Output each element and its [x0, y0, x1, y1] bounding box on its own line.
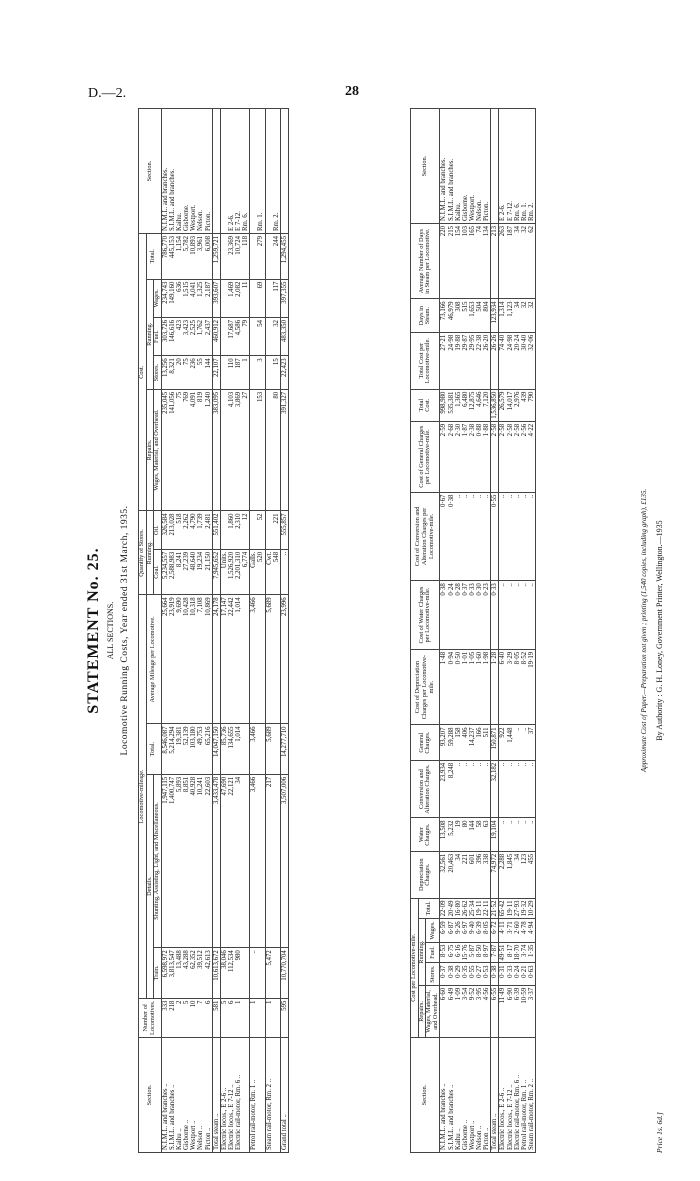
cell-section: Total steam .. — [212, 1038, 220, 1153]
cell-water: 13,508 5,232 19 80 144 58 63 — [440, 818, 491, 851]
approx-cost-note: Approximate Cost of Paper.—Preparation not given ; printing (1,540 copies, including graph), £135. — [640, 488, 648, 773]
col-stores: Stores. — [154, 356, 162, 390]
cell-shunting: 1,947,115 1,400,747 5,893 8,851 40,928 10,241 22,603 — [161, 774, 212, 947]
col-avg: Average Mileage per Locomotive. — [146, 595, 161, 724]
cell-total-cost: 1,536,850 — [491, 389, 499, 421]
col-coal: Coal. — [154, 549, 162, 595]
page-header — [0, 0, 700, 120]
cell-section-r: E 2-6. E 7-12. Rm. 6. — [220, 109, 250, 234]
cell-conversion: 32,182 — [491, 760, 499, 818]
cell-total: 22·09 20·49 16·80 26·62 25·34 19·11 22·11 — [440, 898, 491, 919]
cell-number: 581 — [212, 998, 220, 1037]
cell-number: 1 — [265, 998, 280, 1037]
cell-coal: 7,945,652 — [212, 549, 220, 595]
cell-total-cpm: 26·26 — [491, 332, 499, 389]
col-section: Section. — [139, 1038, 162, 1153]
colb-avg-days: Average Number of Days in Steam per Locomotive. — [411, 224, 440, 299]
cell-coal: 5,234,557 2,588,983 8,241 27,239 48,640 19,234 21,150 — [161, 549, 212, 595]
cell-wages: 69 — [250, 279, 265, 317]
cell-cost-total: 1,294,455 — [280, 234, 288, 280]
cell-wages-mat: 383,095 — [212, 389, 220, 511]
cell-depr: 74,972 — [491, 851, 499, 898]
cell-wages: 4·11 3·71 2·60 4·78 4·94 — [499, 919, 536, 942]
cell-avg: 24,178 — [212, 595, 220, 724]
cell-total: 3,466 — [250, 724, 265, 774]
cell-coal: Cwt. 548 — [265, 549, 280, 595]
cell-days: 1,314 1,123 34 32 32 — [499, 299, 536, 332]
cell-number: 5 6 1 — [220, 998, 250, 1037]
cell-section: Grand total .. — [280, 1038, 288, 1153]
cell-section-r: E 2-6. E 7-12. Rm. 6. Rm. 1. Rm. 2. — [499, 109, 536, 224]
cell-cost-total: 23,369 10,724 118 — [220, 234, 250, 280]
cell-wages-mat: 6·60 6·49 1·09 3·54 9·52 3·95 4·56 — [440, 985, 491, 1037]
cell-stores: 0·38 — [491, 963, 499, 985]
cell-cost-general: 2·58 2·58 2·58 2·56 4·22 — [499, 421, 536, 492]
cell-oil: 551,402 — [212, 511, 220, 549]
colb-cpm: Cost per Locomotive-mile. — [411, 898, 419, 1037]
cell-cost-conv: 0·55 — [491, 492, 499, 581]
cell-avg: 5,689 — [265, 595, 280, 724]
cell-shunting: 3,466 — [250, 774, 265, 947]
colb-general: General Charges. — [411, 725, 440, 760]
cell-total-cost: 998,980 535,381 1,365 6,480 12,875 4,646 7,120 — [440, 389, 491, 421]
cell-cost-water: .. .. .. .. .. — [499, 581, 536, 650]
cell-section-r: N.I.M.L. and branches. S.I.M.L. and branches. Kaihu. Gisborne. Westport. Nelson. Picton. — [440, 109, 491, 224]
col-cost-total: Total. — [146, 234, 161, 280]
cell-section-r — [491, 109, 499, 224]
cell-stores: 110 187 1 — [220, 356, 250, 390]
colb-cost-depr: Cost of Depreciation Charges per Locomotive-mile. — [411, 649, 440, 725]
col-oil: Oil. — [154, 511, 162, 549]
cell-section-r: Rm. 1. — [250, 109, 265, 234]
cell-stores: 3 — [250, 356, 265, 390]
cell-total: 65·42 19·11 27·93 19·32 10·29 — [499, 898, 536, 919]
table-subtitle: Locomotive Running Costs, Year ended 31st March, 1935. — [120, 505, 130, 756]
cost-per-mile-table — [410, 108, 536, 1153]
cell-general: 93,207 59,288 158 406 14,237 166 511 — [440, 725, 491, 760]
cell-cost-depr: 6·40 3·29 8·05 8·52 19·19 — [499, 649, 536, 725]
cell-total-cost: 26,579 14,017 2,976 439 790 — [499, 389, 536, 421]
col-mileage: Locomotive-mileage. — [139, 595, 147, 998]
cell-fuel: 8·53 6·75 6·16 15·76 5·87 8·50 8·97 — [440, 942, 491, 963]
table-row — [499, 109, 536, 1153]
col-train: Train. — [154, 948, 162, 998]
cell-conversion: .. .. .. .. .. — [499, 760, 536, 818]
col-quantity: Quantity of Stores. — [139, 511, 147, 595]
cell-wages-mat: 153 — [250, 389, 265, 511]
cell-number: 1 — [250, 998, 265, 1037]
cell-avg: 3,466 — [250, 595, 265, 724]
cell-total: 85,736 134,655 1,014 — [220, 724, 250, 774]
cell-oil: 555,857 — [280, 511, 288, 549]
col-repairs: Repairs. — [146, 389, 154, 511]
colb-total-cost: Total Cost. — [411, 389, 440, 421]
col-cost-running: Running. — [146, 279, 154, 389]
cell-section: Electric locos., E 2-6 .. Electric locos., E 7-12 .. Electric rail-motor, Rm. 6 .. — [220, 1038, 250, 1153]
cell-wages-mat: 235,045 141,056 75 769 4,091 819 1,240 — [161, 389, 212, 511]
cell-total: 5,689 — [265, 724, 280, 774]
table-row — [250, 109, 265, 1153]
cell-section-r: Rm. 2. — [265, 109, 280, 234]
page-number: 28 — [345, 84, 359, 99]
cell-wages: 1,469 2,082 11 — [220, 279, 250, 317]
cell-avg: 17,147 22,442 1,014 — [220, 595, 250, 724]
cell-cost-depr: 1·28 — [491, 649, 499, 725]
cell-wages-mat: 6·55 — [491, 985, 499, 1037]
cell-water: .. .. .. .. .. — [499, 818, 536, 851]
cell-section: Total steam .. — [491, 1038, 499, 1153]
cell-avg-days: 213 — [491, 224, 499, 299]
cell-section: N.I.M.L. and branches .. S.I.M.L. and branches .. Kaihu .. Gisborne .. Westport .. Nelson .. Picton .. — [440, 1038, 491, 1153]
cell-stores: 13,256 8,321 20 75 236 55 144 — [161, 356, 212, 390]
cell-oil: 52 — [250, 511, 265, 549]
table-row — [212, 109, 220, 1153]
cell-fuel: 460,912 — [212, 317, 220, 355]
cell-fuel: 303,726 146,616 423 3,423 2,525 1,762 2,437 — [161, 317, 212, 355]
cell-section: Petrol rail-motor, Rm. 1 .. — [250, 1038, 265, 1153]
col-total: Total. — [146, 724, 161, 774]
price-note: Price 1s. 6d.] — [655, 1112, 664, 1153]
col-section-right: Section. — [139, 109, 162, 234]
cell-wages-mat: 4,103 3,869 27 — [220, 389, 250, 511]
cell-fuel: 483,350 — [280, 317, 288, 355]
cell-water: 19,104 — [491, 818, 499, 851]
cell-stores: 0·37 0·38 0·29 0·35 0·55 0·27 0·53 — [440, 963, 491, 985]
cell-avg: 25,664 23,919 9,690 10,428 10,318 7,108 10,869 — [161, 595, 212, 724]
col-details: Details. — [146, 774, 154, 998]
cell-train: 6,598,972 3,813,547 13,488 43,288 62,352 39,512 42,613 — [161, 948, 212, 998]
table-row — [280, 109, 288, 1153]
colb-wages-material: Wages, Material, and Overhead. — [426, 985, 440, 1037]
colb-water: Water Charges. — [411, 818, 440, 851]
cell-total: 14,047,150 — [212, 724, 220, 774]
running-costs-table — [138, 108, 289, 1153]
cell-train: 10,770,704 — [280, 948, 288, 998]
cell-section-r — [212, 109, 220, 234]
colb-cost-water: Cost of Water Charges per Locomotive-mile. — [411, 581, 440, 650]
colb-fuel: Fuel. — [426, 942, 440, 963]
cell-depr: 2,288 1,845 34 123 455 — [499, 851, 536, 898]
cell-shunting: 47,690 22,121 34 — [220, 774, 250, 947]
cell-total: 8,546,087 5,214,294 19,381 52,139 103,180 49,753 65,216 — [161, 724, 212, 774]
cell-oil: 326,584 213,028 518 2,262 4,790 1,739 2,481 — [161, 511, 212, 549]
cell-train: .. — [250, 948, 265, 998]
table-row — [265, 109, 280, 1153]
colb-conversion: Conversion and Alteration Charges. — [411, 760, 440, 818]
cell-days: 73,166 46,979 308 515 1,653 504 804 — [440, 299, 491, 332]
cell-avg: 23,996 — [280, 595, 288, 724]
document-code: D.—2. — [88, 86, 127, 101]
colb-cost-general: Cost of General Charges per Locomotive-mile. — [411, 421, 440, 492]
statement-title: STATEMENT No. 25. — [85, 547, 102, 714]
cell-cost-water: 0·33 — [491, 581, 499, 650]
cell-oil: 221 — [265, 511, 280, 549]
cell-stores: 22,107 — [212, 356, 220, 390]
cell-wages: 6·72 — [491, 919, 499, 942]
colb-repairs: Repairs. — [418, 985, 426, 1037]
colb-days: Days in Steam. — [411, 299, 440, 332]
col-number: Number of Locomotives. — [139, 998, 162, 1037]
cell-shunting: 3,433,478 — [212, 774, 220, 947]
cell-wages: 117 — [265, 279, 280, 317]
cell-shunting: 217 — [265, 774, 280, 947]
cell-fuel: 49·51 8·17 18·70 3·74 1·35 — [499, 942, 536, 963]
cell-fuel: 32 — [265, 317, 280, 355]
cell-cost-total: 244 — [265, 234, 280, 280]
cell-cost-total: 1,259,721 — [212, 234, 220, 280]
cell-wages-mat: 391,327 — [280, 389, 288, 511]
cell-wages: 6·59 6·87 9·26 6·97 9·40 6·39 8·05 — [440, 919, 491, 942]
cell-avg-days: 220 215 154 103 165 74 134 — [440, 224, 491, 299]
cell-section-r — [280, 109, 288, 234]
colb-wages: Wages. — [426, 919, 440, 942]
cell-cost-total: 279 — [250, 234, 265, 280]
cell-fuel: 7·87 — [491, 942, 499, 963]
cell-cost-total: 786,770 445,153 1,154 5,782 10,893 3,961 6,008 — [161, 234, 212, 280]
col-wages: Wages. — [154, 279, 162, 317]
cell-total: 14,277,710 — [280, 724, 288, 774]
cell-wages-mat: 80 — [265, 389, 280, 511]
cell-cost-depr: 1·48 0·94 0·50 1·01 1·05 1·60 1·98 — [440, 649, 491, 725]
rotated-content — [80, 108, 680, 1163]
cell-number: 595 — [280, 998, 288, 1037]
colb-total-cpm: Total Cost per Locomotive-mile. — [411, 332, 440, 389]
col-cost: Cost. — [139, 234, 147, 511]
cell-wages: 397,355 — [280, 279, 288, 317]
col-fuel: Fuel. — [154, 317, 162, 355]
cell-train: 10,613,672 — [212, 948, 220, 998]
cell-wages: 234,743 149,160 636 1,515 4,041 1,325 2,187 — [161, 279, 212, 317]
cell-stores: 22,423 — [280, 356, 288, 390]
cell-stores: 15 — [265, 356, 280, 390]
cell-section: Electric locos., E 2-6 .. Electric locos., E 7-12 .. Electric rail-motor, Rm. 6 .. Petrol rail-motor, Rm. 1 .. Steam rail-motor, Rm. 2 .. — [499, 1038, 536, 1153]
colb-stores: Stores. — [426, 963, 440, 985]
cell-number: 333 218 2 5 10 7 6 — [161, 998, 212, 1037]
table-row — [220, 109, 250, 1153]
cell-coal: .. — [280, 549, 288, 595]
table-row — [491, 109, 499, 1153]
cell-coal: Units. 1,526,920 2,201,310 6,774 — [220, 549, 250, 595]
cell-fuel: 54 — [250, 317, 265, 355]
colb-total: Total. — [418, 898, 440, 919]
col-wages-material: Wages, Material, and Overhead. — [154, 389, 162, 511]
cell-general: 922 1,448 .. .. 37 — [499, 725, 536, 760]
landscape-page — [80, 108, 670, 1153]
cell-cost-conv: .. .. .. .. .. — [499, 492, 536, 581]
cell-depr: 32,561 20,463 34 221 601 396 338 — [440, 851, 491, 898]
cell-total: 21·52 — [491, 898, 499, 919]
cell-total-cpm: 27·21 24·98 19·88 29·87 29·95 22·38 26·20 — [440, 332, 491, 389]
colb-depr: Depreciation Charges. — [411, 851, 440, 898]
cell-wages: 393,607 — [212, 279, 220, 317]
cell-section: Steam rail-motor, Rm. 2 .. — [265, 1038, 280, 1153]
table-row — [161, 109, 212, 1153]
col-qty-running: Running. — [146, 511, 154, 595]
sections-title: ALL SECTIONS. — [106, 601, 115, 660]
cell-fuel: 17,687 4,586 79 — [220, 317, 250, 355]
cell-cost-general: 2·59 2·68 2·30 1·87 2·38 0·88 1·88 — [440, 421, 491, 492]
cell-train: 38,046 112,534 980 — [220, 948, 250, 998]
cell-section-r: N.I.M.L. and branches. S.I.M.L. and branches. Kaihu. Gisborne. Westport. Nelson. Picton. — [161, 109, 212, 234]
cell-wages-mat: 11·49 6·90 6·39 10·59 3·37 — [499, 985, 536, 1037]
cell-total-cpm: 74·40 24·98 20·24 30·40 32·06 — [499, 332, 536, 389]
cell-train: 5,472 — [265, 948, 280, 998]
colb-section-right: Section. — [411, 109, 440, 224]
colb-cost-conv: Cost of Conversion and Alteration Charges per Locomotive-mile. — [411, 492, 440, 581]
cell-avg-days: 263 187 34 32 62 — [499, 224, 536, 299]
cell-stores: 0·31 0·33 0·24 0·21 0·63 — [499, 963, 536, 985]
cell-cost-conv: 0·67 0·38 .. .. .. .. .. — [440, 492, 491, 581]
colb-running: Running. — [418, 919, 426, 985]
cell-conversion: 23,934 8,248 .. .. .. .. .. — [440, 760, 491, 818]
cell-section: N.I.M.L. and branches .. S.I.M.L. and branches .. Kaihu .. Gisborne .. Westport .. Nelson .. Picton .. — [161, 1038, 212, 1153]
cell-shunting: 3,507,006 — [280, 774, 288, 947]
table-row — [440, 109, 491, 1153]
cell-days: 123,934 — [491, 299, 499, 332]
colb-section: Section. — [411, 1038, 440, 1153]
authority-line: By Authority : G. H. Loney, Government Printer, Wellington.—1935 — [655, 520, 664, 741]
cell-general: 150,871 — [491, 725, 499, 760]
cell-oil: 1,860 2,310 12 — [220, 511, 250, 549]
col-shunting: Shunting, Assisting, Light, and Miscellaneous. — [154, 774, 162, 947]
cell-coal: Galls. 520 — [250, 549, 265, 595]
cell-cost-water: 0·38 0·24 0·28 0·37 0·33 0·30 0·23 — [440, 581, 491, 650]
cell-cost-general: 2·58 — [491, 421, 499, 492]
